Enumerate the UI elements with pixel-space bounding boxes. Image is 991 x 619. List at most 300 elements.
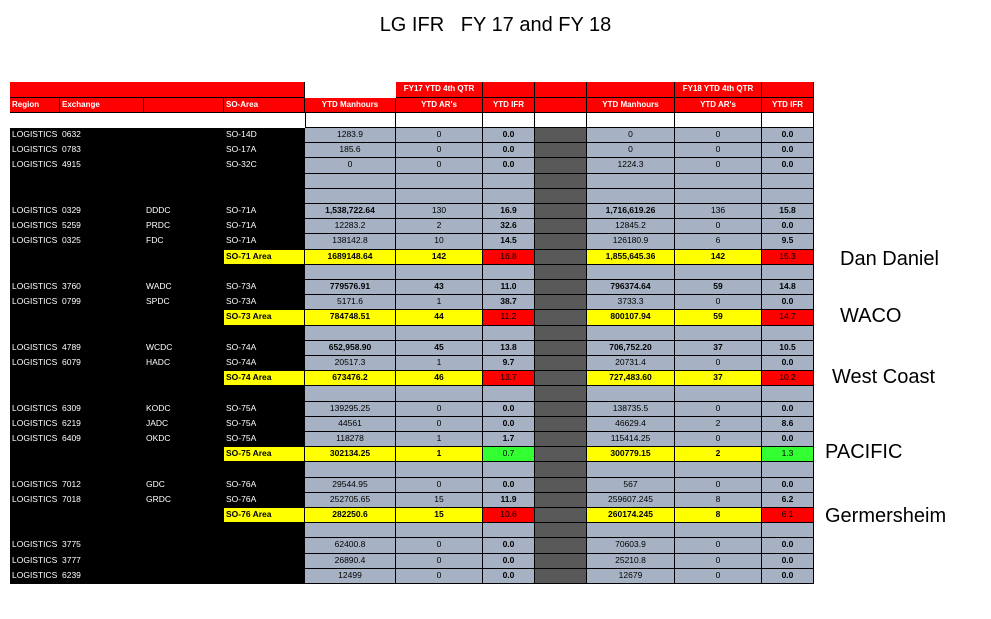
gap-cell bbox=[535, 402, 587, 417]
column-header bbox=[535, 98, 587, 113]
so-area-cell bbox=[224, 189, 305, 204]
so-area-cell: SO-71A bbox=[224, 219, 305, 234]
fy17-ars-cell bbox=[396, 189, 483, 204]
fy18-ars-cell: 8 bbox=[675, 508, 762, 523]
fy18-ifr-cell: 0.0 bbox=[762, 478, 814, 493]
fy18-ifr-cell: 9.5 bbox=[762, 234, 814, 249]
fy18-ars-cell: 0 bbox=[675, 432, 762, 447]
so-area-cell: SO-71 Area bbox=[224, 250, 305, 265]
so-area-cell bbox=[224, 462, 305, 477]
center-cell bbox=[144, 250, 224, 265]
gap-cell bbox=[535, 341, 587, 356]
gap-cell bbox=[535, 538, 587, 553]
center-cell bbox=[144, 326, 224, 341]
fy17-ars-cell: 130 bbox=[396, 204, 483, 219]
fy17-manhours-cell bbox=[305, 386, 396, 401]
fy17-ars-cell: 0 bbox=[396, 402, 483, 417]
gap-cell bbox=[535, 158, 587, 173]
column-header: Exchange bbox=[60, 98, 144, 113]
fy18-ars-cell: 0 bbox=[675, 554, 762, 569]
exchange-cell: 7018 bbox=[60, 493, 144, 508]
region-cell: LOGISTICS bbox=[10, 554, 60, 569]
fy17-manhours-cell: 784748.51 bbox=[305, 310, 396, 325]
ifr-table bbox=[10, 82, 814, 585]
so-area-cell: SO-71A bbox=[224, 234, 305, 249]
center-cell: DDDC bbox=[144, 204, 224, 219]
fy17-ifr-cell: 11.2 bbox=[483, 310, 535, 325]
fy17-group-header: FY17 YTD 4th QTR bbox=[396, 82, 483, 98]
blank-row bbox=[10, 189, 814, 204]
fy18-manhours-cell bbox=[587, 189, 675, 204]
fy17-manhours-cell: 62400.8 bbox=[305, 538, 396, 553]
fy18-ifr-cell: 0.0 bbox=[762, 356, 814, 371]
fy17-ifr-cell bbox=[483, 523, 535, 538]
fy18-ars-cell: 0 bbox=[675, 143, 762, 158]
fy18-manhours-cell: 1,716,619.26 bbox=[587, 204, 675, 219]
region-cell: LOGISTICS bbox=[10, 356, 60, 371]
center-cell bbox=[144, 174, 224, 189]
fy18-ifr-cell: 10.5 bbox=[762, 341, 814, 356]
so-area-cell: SO-76A bbox=[224, 493, 305, 508]
spacer-cell bbox=[762, 113, 814, 128]
region-cell bbox=[10, 508, 60, 523]
region-cell bbox=[10, 189, 60, 204]
fy17-ifr-cell: 0.0 bbox=[483, 538, 535, 553]
fy18-ifr-cell bbox=[762, 523, 814, 538]
center-cell: WADC bbox=[144, 280, 224, 295]
side-label-pacific: PACIFIC bbox=[825, 441, 903, 463]
fy17-manhours-cell bbox=[305, 189, 396, 204]
fy18-ifr-cell bbox=[762, 265, 814, 280]
fy18-manhours-cell bbox=[587, 174, 675, 189]
fy18-ifr-cell: 0.0 bbox=[762, 143, 814, 158]
column-header: Region bbox=[10, 98, 60, 113]
so-area-cell: SO-75A bbox=[224, 432, 305, 447]
fy17-ars-cell: 43 bbox=[396, 280, 483, 295]
fy18-ars-cell: 59 bbox=[675, 280, 762, 295]
exchange-cell: 5259 bbox=[60, 219, 144, 234]
fy17-ars-cell: 0 bbox=[396, 538, 483, 553]
table-row bbox=[10, 402, 814, 417]
fy17-manhours-cell bbox=[305, 523, 396, 538]
group-header-blank bbox=[483, 82, 535, 98]
column-header: YTD IFR bbox=[762, 98, 814, 113]
group-header-blank bbox=[762, 82, 814, 98]
exchange-cell bbox=[60, 250, 144, 265]
so-area-cell: SO-76 Area bbox=[224, 508, 305, 523]
exchange-cell: 0783 bbox=[60, 143, 144, 158]
center-cell: KODC bbox=[144, 402, 224, 417]
region-cell: LOGISTICS bbox=[10, 219, 60, 234]
so-area-cell bbox=[224, 386, 305, 401]
fy17-ars-cell: 0 bbox=[396, 128, 483, 143]
region-cell bbox=[10, 250, 60, 265]
so-area-cell: SO-73 Area bbox=[224, 310, 305, 325]
fy18-ars-cell: 0 bbox=[675, 219, 762, 234]
gap-cell bbox=[535, 523, 587, 538]
fy18-ars-cell: 0 bbox=[675, 158, 762, 173]
gap-cell bbox=[535, 280, 587, 295]
fy18-ars-cell bbox=[675, 523, 762, 538]
fy17-ifr-cell: 9.7 bbox=[483, 356, 535, 371]
fy17-ifr-cell: 16.9 bbox=[483, 204, 535, 219]
page-title: LG IFR FY 17 and FY 18 bbox=[379, 14, 612, 36]
fy18-manhours-cell: 706,752.20 bbox=[587, 341, 675, 356]
so-area-cell: SO-14D bbox=[224, 128, 305, 143]
blank-row bbox=[10, 462, 814, 477]
exchange-cell bbox=[60, 189, 144, 204]
exchange-cell: 0329 bbox=[60, 204, 144, 219]
fy18-ifr-cell bbox=[762, 326, 814, 341]
fy18-ars-cell: 0 bbox=[675, 478, 762, 493]
so-area-cell: SO-74A bbox=[224, 341, 305, 356]
blank-row bbox=[10, 265, 814, 280]
fy17-ars-cell: 0 bbox=[396, 143, 483, 158]
exchange-cell bbox=[60, 310, 144, 325]
gap-cell bbox=[535, 371, 587, 386]
exchange-cell: 4915 bbox=[60, 158, 144, 173]
region-cell bbox=[10, 174, 60, 189]
fy18-ars-cell: 0 bbox=[675, 402, 762, 417]
so-area-cell: SO-76A bbox=[224, 478, 305, 493]
area-total-row bbox=[10, 508, 814, 523]
fy18-ifr-cell: 0.0 bbox=[762, 569, 814, 584]
exchange-cell: 7012 bbox=[60, 478, 144, 493]
fy18-ars-cell: 6 bbox=[675, 234, 762, 249]
column-header: YTD AR's bbox=[396, 98, 483, 113]
so-area-cell: SO-75A bbox=[224, 402, 305, 417]
exchange-cell: 0799 bbox=[60, 295, 144, 310]
fy17-ars-cell: 1 bbox=[396, 356, 483, 371]
fy17-manhours-cell: 20517.3 bbox=[305, 356, 396, 371]
gap-cell bbox=[535, 250, 587, 265]
gap-cell bbox=[535, 508, 587, 523]
fy17-ifr-cell: 0.0 bbox=[483, 402, 535, 417]
table-row bbox=[10, 158, 814, 173]
region-cell: LOGISTICS bbox=[10, 402, 60, 417]
fy17-ars-cell: 15 bbox=[396, 493, 483, 508]
fy17-ifr-cell: 16.8 bbox=[483, 250, 535, 265]
region-cell bbox=[10, 523, 60, 538]
exchange-cell bbox=[60, 265, 144, 280]
exchange-cell bbox=[60, 371, 144, 386]
fy18-manhours-cell: 20731.4 bbox=[587, 356, 675, 371]
group-header-blank bbox=[535, 82, 587, 98]
fy18-ars-cell: 59 bbox=[675, 310, 762, 325]
table-row bbox=[10, 128, 814, 143]
table-row bbox=[10, 478, 814, 493]
so-area-cell bbox=[224, 569, 305, 584]
table-row bbox=[10, 356, 814, 371]
column-header: YTD IFR bbox=[483, 98, 535, 113]
center-cell bbox=[144, 143, 224, 158]
fy17-ars-cell: 0 bbox=[396, 554, 483, 569]
blank-row bbox=[10, 326, 814, 341]
center-cell bbox=[144, 371, 224, 386]
area-total-row bbox=[10, 371, 814, 386]
fy18-manhours-cell: 727,483.60 bbox=[587, 371, 675, 386]
fy18-ifr-cell bbox=[762, 386, 814, 401]
gap-cell bbox=[535, 204, 587, 219]
column-header: YTD Manhours bbox=[587, 98, 675, 113]
fy18-ifr-cell: 15.8 bbox=[762, 204, 814, 219]
fy18-manhours-cell: 567 bbox=[587, 478, 675, 493]
group-header-blank bbox=[587, 82, 675, 98]
fy18-manhours-cell bbox=[587, 462, 675, 477]
exchange-cell bbox=[60, 523, 144, 538]
gap-cell bbox=[535, 493, 587, 508]
spacer-cell bbox=[305, 113, 396, 128]
region-cell bbox=[10, 310, 60, 325]
blank-row bbox=[10, 174, 814, 189]
table-row bbox=[10, 554, 814, 569]
gap-cell bbox=[535, 265, 587, 280]
so-area-cell: SO-73A bbox=[224, 280, 305, 295]
fy17-ifr-cell bbox=[483, 462, 535, 477]
exchange-cell bbox=[60, 508, 144, 523]
fy17-manhours-cell: 779576.91 bbox=[305, 280, 396, 295]
fy17-ifr-cell: 32.6 bbox=[483, 219, 535, 234]
so-area-cell: SO-74A bbox=[224, 356, 305, 371]
fy17-ars-cell: 142 bbox=[396, 250, 483, 265]
fy18-ars-cell bbox=[675, 462, 762, 477]
fy17-ars-cell: 2 bbox=[396, 219, 483, 234]
fy17-ifr-cell: 0.0 bbox=[483, 128, 535, 143]
region-cell bbox=[10, 447, 60, 462]
center-cell: PRDC bbox=[144, 219, 224, 234]
fy18-manhours-cell: 115414.25 bbox=[587, 432, 675, 447]
fy17-manhours-cell: 44561 bbox=[305, 417, 396, 432]
fy18-ifr-cell: 8.6 bbox=[762, 417, 814, 432]
center-cell: OKDC bbox=[144, 432, 224, 447]
fy17-ars-cell: 10 bbox=[396, 234, 483, 249]
fy18-ifr-cell: 15.3 bbox=[762, 250, 814, 265]
so-area-cell bbox=[224, 174, 305, 189]
fy18-ars-cell: 0 bbox=[675, 295, 762, 310]
fy18-manhours-cell: 1,855,645.36 bbox=[587, 250, 675, 265]
fy17-ars-cell: 1 bbox=[396, 432, 483, 447]
center-cell bbox=[144, 508, 224, 523]
region-cell bbox=[10, 371, 60, 386]
region-cell bbox=[10, 265, 60, 280]
fy18-manhours-cell: 70603.9 bbox=[587, 538, 675, 553]
fy17-ars-cell: 0 bbox=[396, 417, 483, 432]
fy18-ars-cell: 2 bbox=[675, 417, 762, 432]
gap-cell bbox=[535, 295, 587, 310]
fy18-manhours-cell: 126180.9 bbox=[587, 234, 675, 249]
center-cell: GDC bbox=[144, 478, 224, 493]
fy18-ifr-cell: 10.2 bbox=[762, 371, 814, 386]
gap-cell bbox=[535, 386, 587, 401]
column-header: YTD AR's bbox=[675, 98, 762, 113]
side-label-west-coast: West Coast bbox=[832, 366, 935, 388]
so-area-cell: SO-32C bbox=[224, 158, 305, 173]
center-cell: JADC bbox=[144, 417, 224, 432]
fy18-group-header: FY18 YTD 4th QTR bbox=[675, 82, 762, 98]
so-area-cell: SO-75 Area bbox=[224, 447, 305, 462]
fy18-ars-cell: 2 bbox=[675, 447, 762, 462]
center-cell bbox=[144, 554, 224, 569]
fy18-ars-cell: 8 bbox=[675, 493, 762, 508]
gap-cell bbox=[535, 219, 587, 234]
fy17-ars-cell: 1 bbox=[396, 447, 483, 462]
spacer-cell bbox=[483, 113, 535, 128]
center-cell bbox=[144, 265, 224, 280]
fy18-ifr-cell: 14.7 bbox=[762, 310, 814, 325]
exchange-cell bbox=[60, 462, 144, 477]
fy17-manhours-cell: 302134.25 bbox=[305, 447, 396, 462]
exchange-cell: 3760 bbox=[60, 280, 144, 295]
fy18-manhours-cell: 0 bbox=[587, 128, 675, 143]
fy18-ifr-cell: 14.8 bbox=[762, 280, 814, 295]
so-area-cell: SO-17A bbox=[224, 143, 305, 158]
fy17-manhours-cell bbox=[305, 326, 396, 341]
gap-cell bbox=[535, 447, 587, 462]
fy18-manhours-cell: 46629.4 bbox=[587, 417, 675, 432]
table-row bbox=[10, 432, 814, 447]
area-total-row bbox=[10, 447, 814, 462]
exchange-cell: 6309 bbox=[60, 402, 144, 417]
gap-cell bbox=[535, 234, 587, 249]
fy18-ars-cell: 142 bbox=[675, 250, 762, 265]
exchange-cell bbox=[60, 326, 144, 341]
fy17-ifr-cell: 0.0 bbox=[483, 143, 535, 158]
center-cell bbox=[144, 447, 224, 462]
region-cell: LOGISTICS bbox=[10, 341, 60, 356]
fy17-ifr-cell: 0.0 bbox=[483, 417, 535, 432]
table-row bbox=[10, 143, 814, 158]
spacer-cell bbox=[396, 113, 483, 128]
region-cell bbox=[10, 462, 60, 477]
fy18-ifr-cell: 0.0 bbox=[762, 538, 814, 553]
region-cell: LOGISTICS bbox=[10, 478, 60, 493]
fy18-ifr-cell bbox=[762, 462, 814, 477]
table-row bbox=[10, 341, 814, 356]
area-total-row bbox=[10, 310, 814, 325]
column-header: YTD Manhours bbox=[305, 98, 396, 113]
fy17-manhours-cell: 139295.25 bbox=[305, 402, 396, 417]
center-cell bbox=[144, 128, 224, 143]
fy18-ifr-cell: 0.0 bbox=[762, 432, 814, 447]
center-cell bbox=[144, 189, 224, 204]
fy18-ars-cell bbox=[675, 265, 762, 280]
fy18-ars-cell: 0 bbox=[675, 569, 762, 584]
region-cell: LOGISTICS bbox=[10, 493, 60, 508]
fy18-ars-cell bbox=[675, 326, 762, 341]
fy17-ars-cell: 45 bbox=[396, 341, 483, 356]
fy18-manhours-cell bbox=[587, 265, 675, 280]
fy18-manhours-cell: 0 bbox=[587, 143, 675, 158]
fy17-ars-cell: 0 bbox=[396, 158, 483, 173]
center-cell bbox=[144, 523, 224, 538]
so-area-cell: SO-73A bbox=[224, 295, 305, 310]
center-cell bbox=[144, 538, 224, 553]
region-cell: LOGISTICS bbox=[10, 158, 60, 173]
gap-cell bbox=[535, 462, 587, 477]
fy18-ars-cell: 37 bbox=[675, 371, 762, 386]
fy17-ifr-cell bbox=[483, 174, 535, 189]
table-row bbox=[10, 204, 814, 219]
fy17-ars-cell bbox=[396, 265, 483, 280]
exchange-cell: 6219 bbox=[60, 417, 144, 432]
fy18-manhours-cell bbox=[587, 386, 675, 401]
fy17-ars-cell bbox=[396, 386, 483, 401]
fy17-manhours-cell: 29544.95 bbox=[305, 478, 396, 493]
fy17-ifr-cell: 14.5 bbox=[483, 234, 535, 249]
spacer-cell bbox=[675, 113, 762, 128]
spacer-cell bbox=[535, 113, 587, 128]
center-cell: SPDC bbox=[144, 295, 224, 310]
fy18-manhours-cell bbox=[587, 523, 675, 538]
fy17-manhours-cell: 185.6 bbox=[305, 143, 396, 158]
table-row bbox=[10, 569, 814, 584]
fy17-ifr-cell: 0.0 bbox=[483, 478, 535, 493]
fy18-ifr-cell bbox=[762, 174, 814, 189]
region-cell bbox=[10, 326, 60, 341]
fy18-manhours-cell: 25210.8 bbox=[587, 554, 675, 569]
table-row bbox=[10, 280, 814, 295]
column-header-row bbox=[10, 98, 814, 113]
gap-cell bbox=[535, 417, 587, 432]
so-area-cell bbox=[224, 523, 305, 538]
center-cell bbox=[144, 386, 224, 401]
gap-cell bbox=[535, 432, 587, 447]
region-cell: LOGISTICS bbox=[10, 417, 60, 432]
region-cell: LOGISTICS bbox=[10, 234, 60, 249]
fy18-manhours-cell: 259607.245 bbox=[587, 493, 675, 508]
fy17-ifr-cell: 38.7 bbox=[483, 295, 535, 310]
fy17-manhours-cell: 138142.8 bbox=[305, 234, 396, 249]
fy17-manhours-cell bbox=[305, 265, 396, 280]
gap-cell bbox=[535, 143, 587, 158]
fy17-ifr-cell bbox=[483, 326, 535, 341]
fy17-manhours-cell: 1689148.64 bbox=[305, 250, 396, 265]
fy17-ars-cell: 46 bbox=[396, 371, 483, 386]
fy17-ifr-cell: 0.0 bbox=[483, 569, 535, 584]
fy17-ars-cell: 0 bbox=[396, 569, 483, 584]
fy17-manhours-cell: 12283.2 bbox=[305, 219, 396, 234]
group-header-row bbox=[10, 82, 814, 98]
center-cell bbox=[144, 310, 224, 325]
table-row bbox=[10, 538, 814, 553]
region-cell: LOGISTICS bbox=[10, 128, 60, 143]
gap-cell bbox=[535, 128, 587, 143]
exchange-cell: 6079 bbox=[60, 356, 144, 371]
table-row bbox=[10, 493, 814, 508]
fy17-manhours-cell: 12499 bbox=[305, 569, 396, 584]
area-total-row bbox=[10, 250, 814, 265]
so-area-cell: SO-71A bbox=[224, 204, 305, 219]
so-area-cell: SO-74 Area bbox=[224, 371, 305, 386]
fy18-ifr-cell: 6.1 bbox=[762, 508, 814, 523]
region-cell: LOGISTICS bbox=[10, 569, 60, 584]
fy17-manhours-cell: 252705.65 bbox=[305, 493, 396, 508]
gap-cell bbox=[535, 569, 587, 584]
exchange-cell: 0325 bbox=[60, 234, 144, 249]
exchange-cell: 3775 bbox=[60, 538, 144, 553]
fy17-ifr-cell: 11.9 bbox=[483, 493, 535, 508]
region-cell: LOGISTICS bbox=[10, 204, 60, 219]
center-cell: GRDC bbox=[144, 493, 224, 508]
gap-cell bbox=[535, 189, 587, 204]
gap-cell bbox=[535, 174, 587, 189]
fy18-manhours-cell: 300779.15 bbox=[587, 447, 675, 462]
gap-cell bbox=[535, 326, 587, 341]
fy17-ars-cell: 44 bbox=[396, 310, 483, 325]
fy18-ars-cell: 37 bbox=[675, 341, 762, 356]
center-cell bbox=[144, 569, 224, 584]
fy18-ars-cell: 0 bbox=[675, 356, 762, 371]
